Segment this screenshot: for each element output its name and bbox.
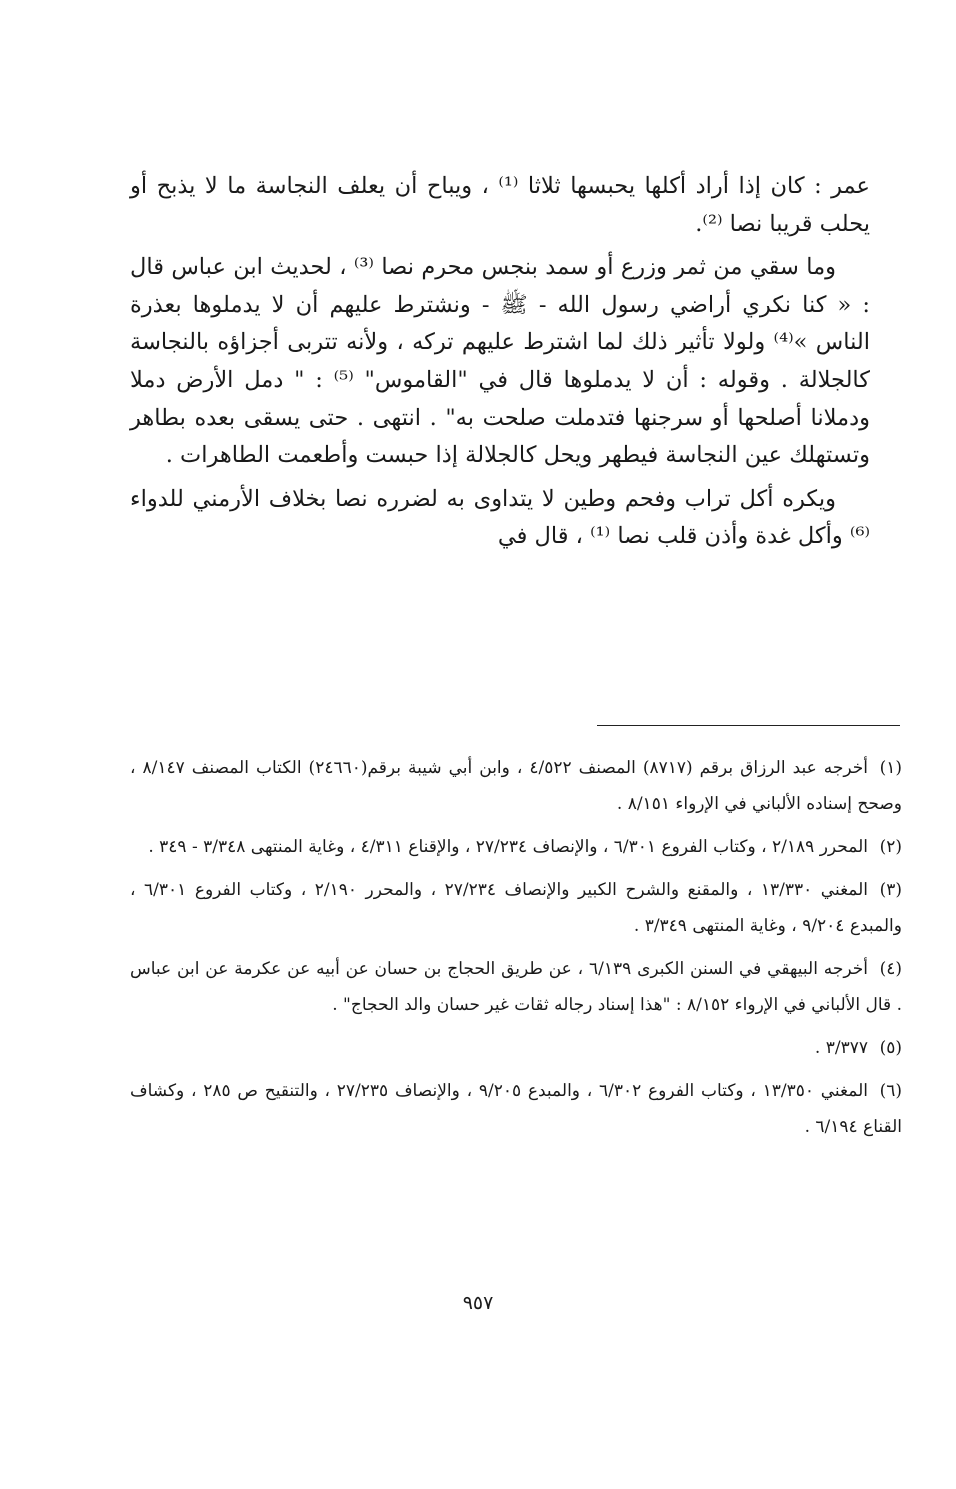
footnotes <box>130 750 902 1152</box>
footnote-label: (٦) <box>879 1081 902 1101</box>
footnote-text: أخرجه عبد الرزاق برقم (٨٧١٧) المصنف ٤/٥٢٢ ، وابن أبي شيبة برقم(٢٤٦٦٠) الكتاب المصنف ٨/١٤٧ ، وصحح إسناده الألباني في الإرواء ٨/١٥١ . <box>130 758 902 814</box>
footnote-4 <box>130 951 902 1023</box>
footnote-label: (٥) <box>879 1038 902 1058</box>
footnote-6 <box>130 1073 902 1145</box>
main-text <box>130 168 870 556</box>
footnote-label: (٢) <box>879 837 902 857</box>
paragraph-1: عمر : كان إذا أراد أكلها يحبسها ثلاثا ⁽¹⁾ ، ويباح أن يعلف النجاسة ما لا يذبح أو يحلب قريبا نصا ⁽²⁾. <box>130 173 870 237</box>
footnote-label: (١) <box>879 758 902 778</box>
footnote-text: المغني ١٣/٣٥٠ ، وكتاب الفروع ٦/٣٠٢ ، والمبدع ٩/٢٠٥ ، والإنصاف ٢٧/٢٣٥ ، والتنقيح ص ٢٨٥ ، وكشاف القناع ٦/١٩٤ . <box>130 1081 902 1137</box>
paragraph-2: وما سقي من ثمر وزرع أو سمد بنجس محرم نصا ⁽³⁾ ، لحديث ابن عباس قال : « كنا نكري أراضي رسول الله - ﷺ - ونشترط عليهم أن لا يدملوها بعذرة الناس »⁽⁴⁾ ولولا تأثير ذلك لما اشترط عليهم تركه ، ولأنه تتربى أجزاؤه بالنجاسة كالجلالة . وقوله : أن لا يدملوها قال في "القاموس" ⁽⁵⁾ : " دمل الأرض دملا ودملانا أصلحها أو سرجنها فتدملت صلحت به" . انتهى . حتى يسقى بعده بطاهر وتستهلك عين النجاسة فيطهر ويحل كالجلالة إذا حبست وأطعمت الطاهرات . <box>130 254 870 469</box>
footnote-2 <box>130 829 902 865</box>
footnote-1 <box>130 750 902 822</box>
footnote-5 <box>130 1030 902 1066</box>
footnote-label: (٣) <box>879 880 903 900</box>
footnote-3 <box>130 872 902 944</box>
footnote-text: أخرجه البيهقي في السنن الكبرى ٦/١٣٩ ، عن طريق الحجاج بن حسان عن أبيه عن عكرمة عن ابن عباس . قال الألباني في الإرواء ٨/١٥٢ : "هذا إسناد رجاله ثقات غير حسان والد الحجاج" . <box>130 959 902 1015</box>
footnote-label: (٤) <box>879 959 902 979</box>
footnote-separator <box>597 725 900 726</box>
footnote-text: المغني ١٣/٣٣٠ ، والمقنع والشرح الكبير والإنصاف ٢٧/٢٣٤ ، والمحرر ٢/١٩٠ ، وكتاب الفروع ٦/٣٠١ ، والمبدع ٩/٢٠٤ ، وغاية المنتهى ٣/٣٤٩ . <box>130 880 902 936</box>
paragraph-3: ويكره أكل تراب وفحم وطين لا يتداوى به لضرره نصا بخلاف الأرمني للدواء ⁽⁶⁾ وأكل غدة وأذن قلب نصا ⁽¹⁾ ، قال في <box>130 485 870 550</box>
footnote-text: المحرر ٢/١٨٩ ، وكتاب الفروع ٦/٣٠١ ، والإنصاف ٢٧/٢٣٤ ، والإقناع ٤/٣١١ ، وغاية المنتهى ٣/٣٤٨ - ٣٤٩ . <box>148 837 868 857</box>
footnote-text: ٣/٣٧٧ . <box>814 1038 868 1058</box>
page-number: ٩٥٧ <box>462 1292 494 1314</box>
